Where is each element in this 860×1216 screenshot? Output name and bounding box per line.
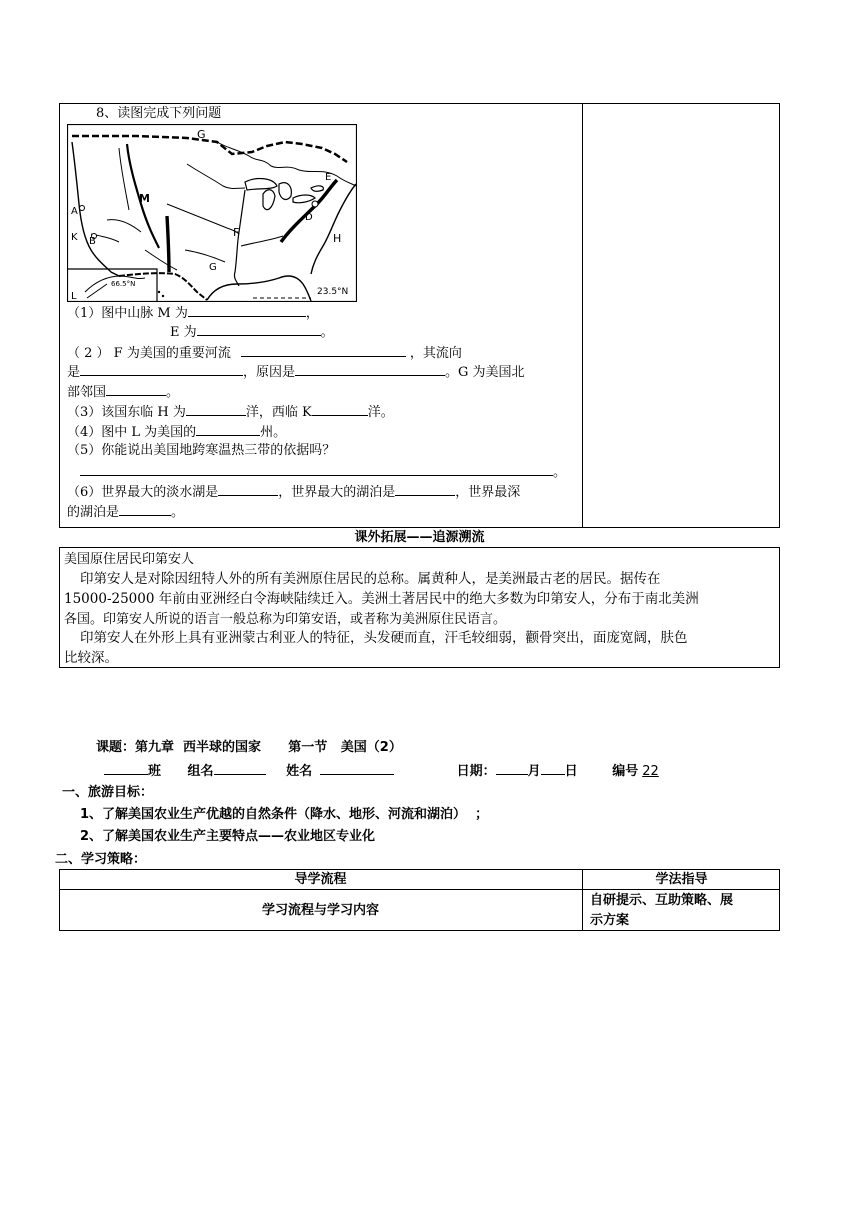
table-cell-guidance-line2: 示方案 [590,913,630,928]
blank-flow-direction[interactable] [80,362,243,376]
blank-deepest-lake[interactable] [119,502,171,516]
map-label-G-north: G [197,128,206,141]
q8-line-8: （5）你能说出美国地跨寒温热三带的依据吗？ [67,443,336,458]
blank-month[interactable] [496,761,528,775]
map-label-K: K [71,232,78,243]
q8-line-9: 。 [80,462,566,482]
map-label-E: E [325,172,332,183]
blank-reason[interactable] [295,362,445,376]
blank-ocean-k[interactable] [312,402,368,416]
blank-neighbor-g[interactable] [106,382,166,396]
q8-line-10: （6）世界最大的淡水湖是 ，世界最大的湖泊是 ，世界最深 [67,482,520,502]
table-cell-guidance-line1: 自研提示、互助策略、展 [590,893,734,908]
extension-header: 课外拓展——追源溯流 [354,530,485,545]
question-title: 8、读图完成下列问题 [96,106,222,121]
map-label-inset-latitude: 66.5°N [111,280,136,288]
q8-line-3: （ 2 ） F 为美国的重要河流 ，其流向 [67,343,575,363]
q8-line-1: （1）图中山脉 M 为 ， [67,303,319,323]
blank-state-l[interactable] [196,422,260,436]
extension-p1b: 15000-25000 年前由亚洲经白令海峡陆续迁入。美洲土著居民中的绝大多数为印第安人，分布于南北美洲 [64,591,699,607]
map-label-G-river: G [209,262,217,273]
map-label-F: F [233,226,240,239]
blank-largest-lake[interactable] [395,482,455,496]
q8-line-4: 是 ，原因是 。G 为美国北 [67,362,525,382]
extension-p2: 印第安人在外形上具有亚洲蒙古利亚人的特征，头发硬而直，汗毛较细弱，颧骨突出，面庞宽阔，肤色 [80,630,688,646]
blank-river-f[interactable] [241,343,406,357]
blank-name[interactable] [320,761,394,775]
section-strategy: 二、学习策略： [55,852,147,867]
table-cell-content: 学习流程与学习内容 [261,903,379,918]
blank-day[interactable] [541,761,565,775]
blank-mountain-m[interactable] [188,303,306,317]
lesson-topic: 课题：第九章 西半球的国家 第一节 美国（2） [96,740,402,755]
map-label-A: A [71,206,78,217]
goal-1: 1、了解美国农业生产优越的自然条件（降水、地形、河流和湖泊） ； [80,807,489,822]
map-label-latitude: 23.5°N [317,287,349,297]
q8-line-5: 部邻国 。 [67,382,179,402]
column-divider [582,103,583,528]
extension-p1: 印第安人是对除因纽特人外的所有美洲原住居民的总称。属黄种人，是美洲最古老的居民。据传在 [80,571,661,587]
strategy-table-row-divider [59,889,780,890]
blank-climate-zones[interactable] [80,462,553,476]
blank-class[interactable] [104,761,148,775]
blank-group[interactable] [214,761,266,775]
lesson-info-row: 班 组名 姓名 日期： 月 日 编号 22 [104,761,659,781]
q8-line-2: E 为 。 [170,322,334,342]
section-goals: 一、旅游目标： [62,785,154,800]
blank-largest-freshwater-lake[interactable] [218,482,278,496]
table-header-flow: 导学流程 [294,872,347,887]
blank-ocean-h[interactable] [186,402,246,416]
map-label-M: M [139,192,150,205]
usa-map [67,124,357,302]
blank-e[interactable] [197,322,321,336]
extension-p2b: 比较深。 [64,650,118,666]
q8-line-11: 的湖泊是 。 [67,502,184,522]
extension-title: 美国原住居民印第安人 [64,552,195,567]
map-label-L: L [71,291,77,302]
map-label-B: B [89,236,96,247]
extension-p1c: 各国。印第安人所说的语言一般总称为印第安语，或者称为美洲原住民语言。 [64,612,507,627]
q8-line-7: （4）图中 L 为美国的 州。 [67,422,286,442]
map-label-D: D [305,212,313,223]
goal-2: 2、了解美国农业生产主要特点——农业地区专业化 [80,829,376,844]
q8-line-6: （3）该国东临 H 为 洋，西临 K 洋。 [67,402,394,422]
table-header-guidance: 学法指导 [655,872,708,887]
map-label-H: H [333,232,342,245]
